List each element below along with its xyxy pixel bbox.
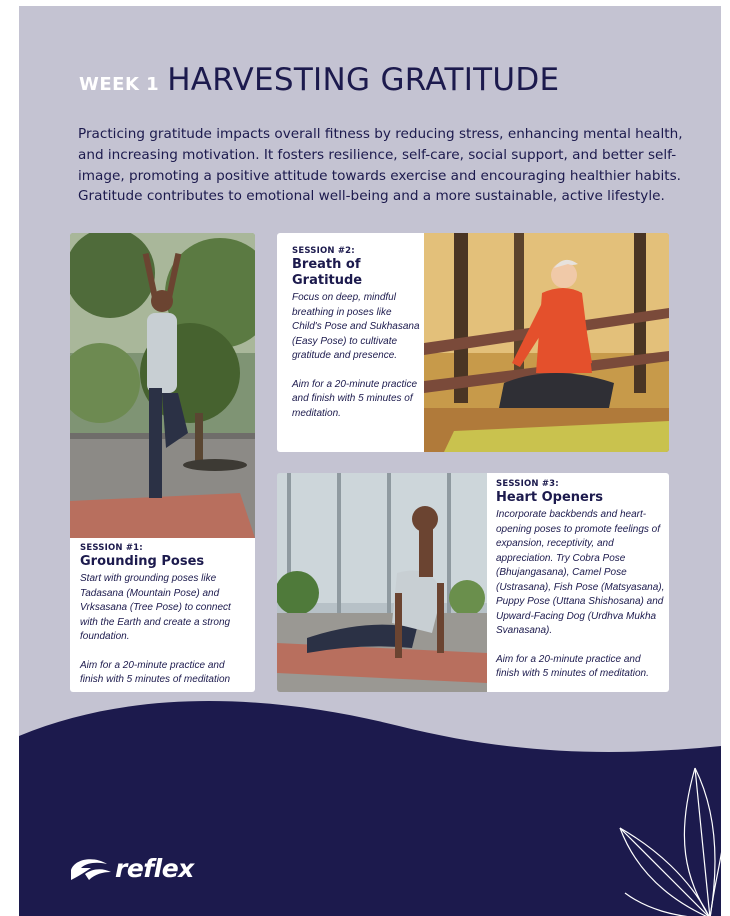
session-title: Heart Openers: [496, 490, 604, 505]
man-cobra-pose-photo: [277, 473, 487, 692]
page-title: HARVESTING GRATITUDE: [167, 62, 560, 98]
session-description: Focus on deep, mindful breathing in poses like Child's Pose and Sukhasana (Easy Pose) to cultivate gratitude and presence.: [292, 292, 420, 361]
session-aim: Aim for a 20-minute practice and finish with 5 minutes of meditation: [80, 659, 231, 685]
session-label: SESSION #2:: [292, 246, 355, 256]
leaf-line-art: [615, 758, 721, 916]
session-3-card: [277, 473, 669, 692]
session-label: SESSION #1:: [80, 543, 143, 553]
session-description: Incorporate backbends and heart-opening poses to promote feelings of expansion, receptivity, and appreciation. Try Cobra Pose (Bhujangasana), Camel Pose (Ustrasana), Fish Pose (Matsyasana), Puppy Pose (Uttana Shishosana) and Upward-Facing Dog (Urdhva Mukha Svanasana).: [496, 509, 665, 636]
page-header: [79, 62, 559, 98]
session-2-text: [292, 246, 422, 421]
session-title: Grounding Poses: [80, 554, 205, 569]
session-aim: Aim for a 20-minute practice and finish with 5 minutes of meditation.: [292, 378, 418, 419]
session-description: Start with grounding poses like Tadasana (Mountain Pose) and Vrksasana (Tree Pose) to connect with the Earth and create a strong foundation.: [80, 573, 231, 642]
flyer-page: [19, 6, 721, 916]
session-1-text: [80, 543, 250, 688]
logo-wordmark: reflex: [115, 854, 194, 883]
session-aim: Aim for a 20-minute practice and finish with 5 minutes of meditation.: [496, 653, 649, 679]
intro-paragraph: Practicing gratitude impacts overall fitness by reducing stress, enhancing mental health, and increasing motivation. It fosters resilience, self-care, social support, and better self-image, promoting a positive attitude towards exercise and encouraging healthier habits. Gratitude contributes to emotional well-being and a more sustainable, active lifestyle.: [78, 126, 683, 205]
woman-easy-pose-photo: [424, 233, 669, 452]
page-margin: [0, 0, 19, 916]
session-label: SESSION #3:: [496, 479, 559, 489]
man-tree-pose-photo: [70, 233, 255, 538]
reflex-logo: [69, 854, 194, 883]
reflex-wave-icon: [69, 856, 113, 882]
week-label: WEEK 1: [79, 74, 160, 95]
session-1-card: [70, 233, 255, 692]
session-2-card: [277, 233, 669, 452]
session-title: Breath of Gratitude: [292, 257, 363, 288]
session-3-text: [496, 479, 666, 682]
